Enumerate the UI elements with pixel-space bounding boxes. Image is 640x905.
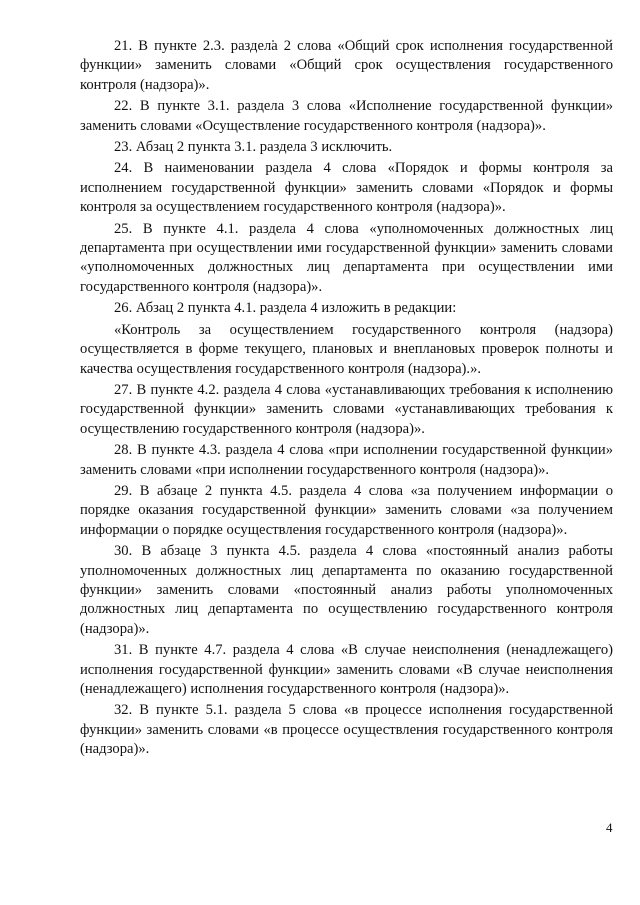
paragraph-26-quote: «Контроль за осуществлением государственного контроля (надзора) осуществляется в форме текущего, плановых и внеплановых проверок полноты и качества осуществления государственного контроля (надзора).».: [80, 321, 613, 377]
paragraph-21: 21. В пункте 2.3. раздела 2 слова «Общий срок исполнения государственной функции» заменить словами «Общий срок осуществления государственного контроля (надзора)».: [80, 38, 613, 93]
page-number: 4: [606, 820, 613, 835]
paragraph-25: 25. В пункте 4.1. раздела 4 слова «уполномоченных должностных лиц департамента при осуществлении ими государственной функции» заменить словами «уполномоченных должностных лиц департамента при осуществлении ими государственного контроля (надзора)».: [80, 220, 613, 295]
paragraph-29: 29. В абзаце 2 пункта 4.5. раздела 4 слова «за получением информации о порядке оказания государственной функции» заменить словами «за получением информации о порядке осуществления государственного контроля (надзора)».: [80, 482, 613, 538]
document-body: [80, 37, 613, 762]
paragraph-28: 28. В пункте 4.3. раздела 4 слова «при исполнении государственной функции» заменить словами «при исполнении государственного контроля (надзора)».: [80, 442, 613, 478]
paragraph-22: 22. В пункте 3.1. раздела 3 слова «Исполнение государственной функции» заменить словами «Осуществление государственного контроля (надзора)».: [80, 98, 613, 134]
paragraph-32: 32. В пункте 5.1. раздела 5 слова «в процессе исполнения государственной функции» заменить словами «в процессе осуществления государственного контроля (надзора)».: [80, 702, 613, 758]
paragraph-23: 23. Абзац 2 пункта 3.1. раздела 3 исключить.: [114, 139, 393, 156]
paragraph-26: 26. Абзац 2 пункта 4.1. раздела 4 изложить в редакции:: [114, 300, 457, 317]
paragraph-30: 30. В абзаце 3 пункта 4.5. раздела 4 слова «постоянный анализ работы уполномоченных должностных лиц департамента по оказанию государственной функции» заменить словами «постоянный анализ работы уполномоченных должностных лиц департамента по осуществлению государственного контроля (надзора)».: [80, 543, 613, 637]
paragraph-27: 27. В пункте 4.2. раздела 4 слова «устанавливающих требования к исполнению государственной функции» заменить словами «устанавливающих требования к осуществлению государственного контроля (надзора)».: [80, 381, 613, 437]
paragraph-24: 24. В наименовании раздела 4 слова «Порядок и формы контроля за исполнением государственной функции» заменить словами «Порядок и формы контроля за осуществлением государственного контроля (надзора)».: [80, 160, 613, 216]
paragraph-31: 31. В пункте 4.7. раздела 4 слова «В случае неисполнения (ненадлежащего) исполнения государственной функции» заменить словами «В случае неисполнения (ненадлежащего) исполнения государственного контроля (надзора)».: [80, 642, 613, 697]
